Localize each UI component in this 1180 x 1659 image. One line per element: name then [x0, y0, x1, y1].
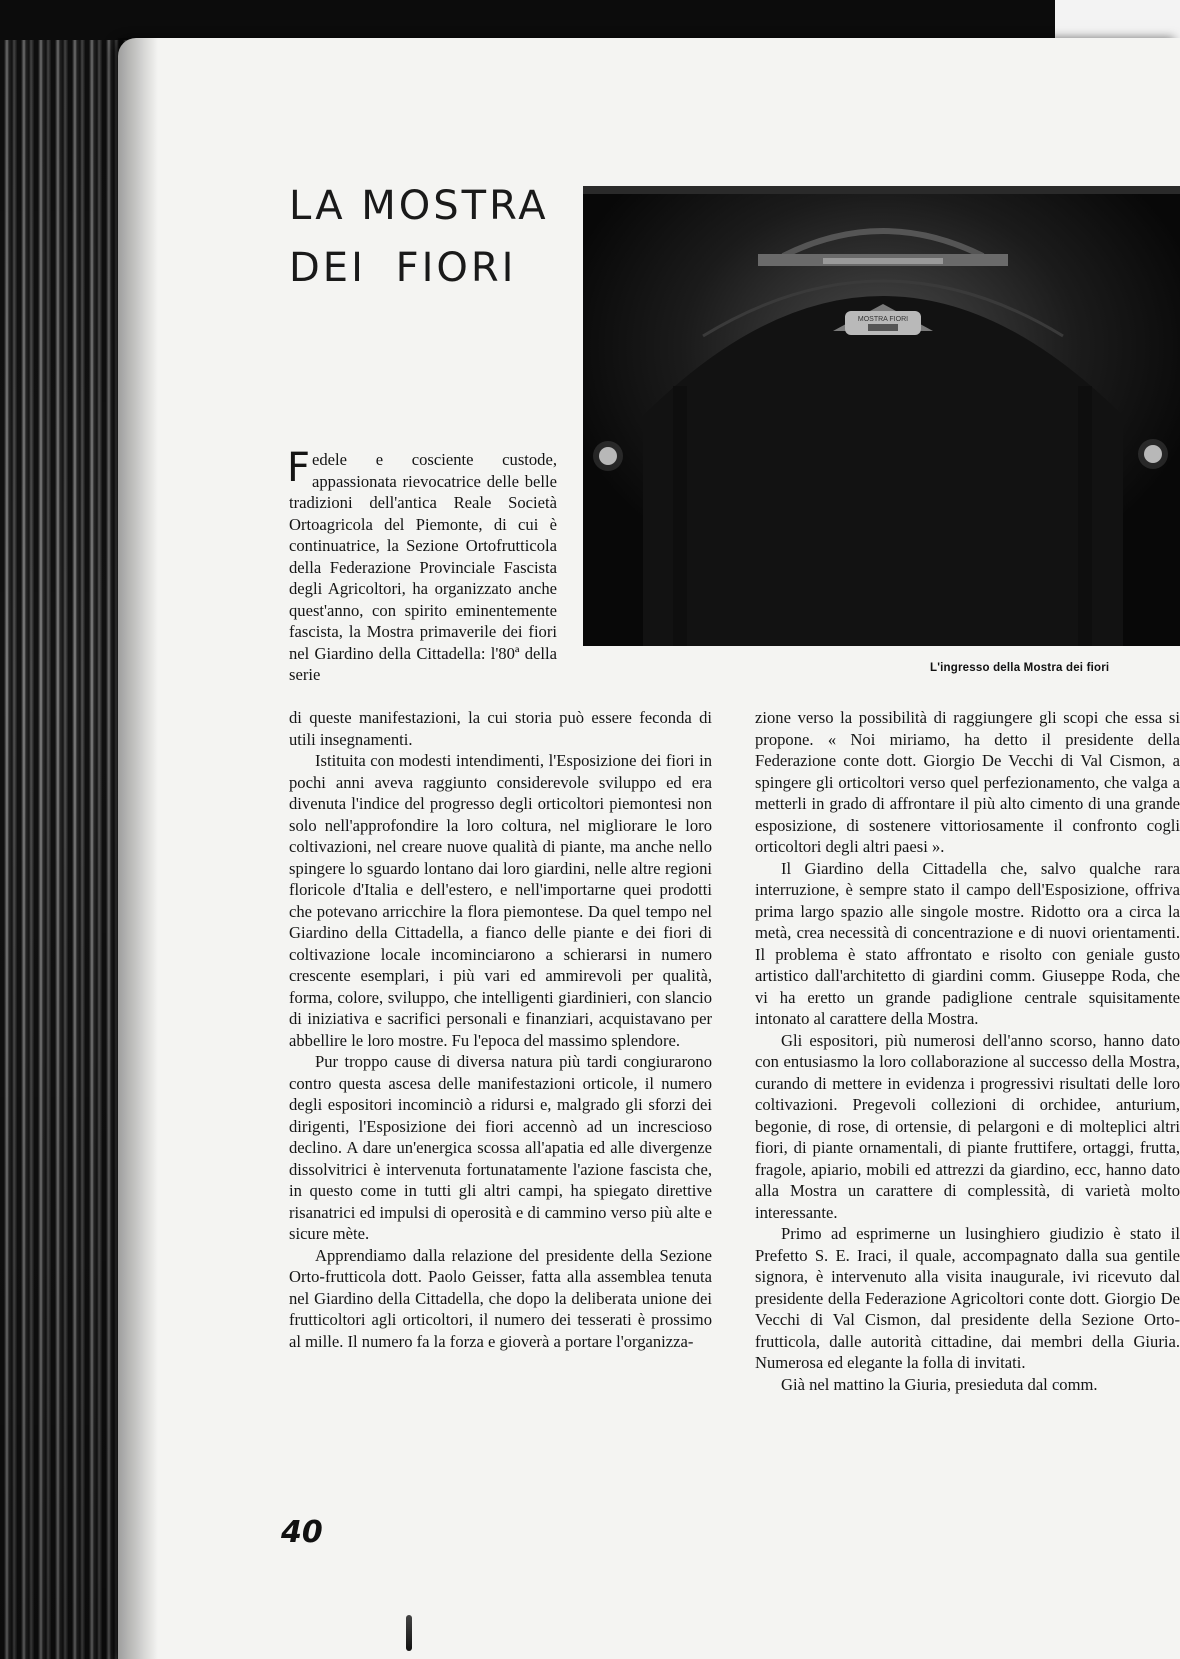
- lead-text: edele e cosciente custode, appassionata rievocatrice delle belle tradizioni dell'antica Reale Società Ortoagricola del Piemonte, di cui è continuatrice, la Sezione Ortofrutticola della Federazione Provinciale Fascista degli Agricoltori, ha organizzato anche quest'anno, con spirito eminentemente fascista, la Mostra primaverile dei fiori nel Giardino della Cittadella: l'80ª della serie: [289, 450, 557, 684]
- entrance-photo-illustration: [583, 186, 1180, 646]
- article-lead: [287, 445, 557, 686]
- photo-top-edge: [583, 186, 1180, 194]
- left-pillar: [673, 386, 687, 646]
- emblem-plaque: [845, 311, 921, 335]
- left-paragraph-4: Apprendiamo dalla relazione del presidente della Sezione Orto-frutticola dott. Paolo Geisser, fatta alla assemblea tenuta nel Giardino della Cittadella, che dopo la deliberata unione dei frutticoltori agli orticoltori, il numero dei tesserati è prossimo al mille. Il numero fa la forza e gioverà a portare l'organizza-: [289, 1245, 712, 1351]
- left-paragraph-2: Istituita con modesti intendimenti, l'Esposizione dei fiori in pochi anni aveva raggiunto considerevole sviluppo ed era divenuta l'indice del progresso degli orticoltori piemontesi non solo nell'approfondire la loro coltura, nel migliorare le loro coltivazioni, nel creare nuove qualità di piante, ma anche nello spingere lo sguardo lontano dai loro giardini, nelle altre regioni floricole d'Italia e dell'estero, e nell'importarne quei prodotti che potevano arricchire la flora piemontese. Da quel tempo nel Giardino della Cittadella, a fianco delle piante e dei fiori di coltivazione locale incominciarono a schierarsi in numero crescente esemplari, i più vari ed ammirevoli per qualità, forma, colore, sviluppo, che intelligenti giardinieri, con slancio di iniziativa e sacrifici personali e finanziari, acquistavano per abbellire le loro mostre. Fu l'epoca del massimo splendore.: [289, 751, 712, 1050]
- emblem-plaque-band: [868, 324, 898, 331]
- left-text-column: [289, 707, 712, 1352]
- left-lamp-glow: [593, 441, 623, 471]
- left-paragraph-1: di queste manifestazioni, la cui storia può essere feconda di utili insegnamenti.: [289, 708, 712, 749]
- right-lamp-glow: [1138, 439, 1168, 469]
- title-line-1: LA MOSTRA: [289, 183, 549, 229]
- right-text-column: [755, 707, 1180, 1477]
- entrance-sign-lettering: [823, 258, 943, 264]
- book-spine-shade: [0, 40, 130, 1659]
- bottom-ink-mark: [406, 1615, 412, 1651]
- right-pillar: [1078, 386, 1092, 646]
- left-paragraph-3: Pur troppo cause di diversa natura più tardi congiurarono contro questa ascesa delle manifestazioni orticole, il numero degli espositori incominciò a ridursi e, malgrado gli sforzi dei dirigenti, l'Esposizione dei fiori accennò ad un increscioso declino. A dare un'energica scossa all'apatia ed alle divergenze dissolvitrici è intervenuta fortunatamente l'azione fascista che, in questo come in tutti gli altri campi, ha spiegato direttive risanatrici ed impulsi di operosità e di cammino verso più alte e sicure mète.: [289, 1052, 712, 1243]
- right-paragraph-5: Già nel mattino la Giuria, presieduta dal comm.: [781, 1374, 1098, 1394]
- right-paragraph-4: Primo ad esprimerne un lusinghiero giudizio è stato il Prefetto S. E. Iraci, il quale, accompagnato dalla sua gentile signora, è intervenuto alla visita inaugurale, ivi ricevuto dal presidente della Federazione Agricoltori conte dott. Giorgio De Vecchi di Val Cismon, dal presidente della Sezione Orto-frutticola, dalle autorità cittadine, dai membri della Giuria. Numerosa ed elegante la folla di invitati.: [755, 1224, 1180, 1372]
- right-paragraph-2: Il Giardino della Cittadella che, salvo qualche rara interruzione, è sempre stato il campo dell'Esposizione, offriva prima largo spazio alle singole mostre. Ridotto ora a circa la metà, crea necessità di concentrazione e di nuovi orientamenti. Il problema è stato affrontato e risolto con geniale gusto artistico dall'architetto di giardini comm. Giuseppe Roda, che vi ha eretto un grande padiglione centrale squisitamente intonato al carattere della Mostra.: [755, 858, 1180, 1028]
- drop-cap: F: [287, 445, 311, 491]
- title-line-2: DEI FIORI: [289, 245, 517, 291]
- emblem-plaque-text: MOSTRA FIORI: [857, 316, 909, 323]
- entrance-photo: [583, 186, 1180, 646]
- article-title: [289, 175, 559, 299]
- right-paragraph-3: Gli espositori, più numerosi dell'anno scorso, hanno dato con entusiasmo la loro collaborazione al successo della Mostra, curando di mettere in evidenza i progressivi risultati delle loro coltivazioni. Pregevoli collezioni di orchidee, anturium, begonie, di rose, di ortensie, di pelargoni e di molteplici altri fiori, di piante ornamentali, di piante fruttifere, ortaggi, frutta, fragole, apiario, mobili ed attrezzi da giardino, ecc, hanno dato alla Mostra un carattere di complessità, di varietà molto interessante.: [755, 1030, 1180, 1222]
- page-number: 40: [281, 1515, 323, 1550]
- right-paragraph-1: zione verso la possibilità di raggiungere gli scopi che essa si propone. « Noi miriamo, ha detto il presidente della Federazione conte dott. Giorgio De Vecchi di Val Cismon, a spingere gli orticoltori verso quel perfezionamento, che valga a metterli in grado di affrontare il più alto cimento di una grande esposizione, di sostenere vittoriosamente il confronto cogli orticoltori degli altri paesi ».: [755, 708, 1180, 856]
- photo-caption: L'ingresso della Mostra dei fiori: [930, 662, 1110, 674]
